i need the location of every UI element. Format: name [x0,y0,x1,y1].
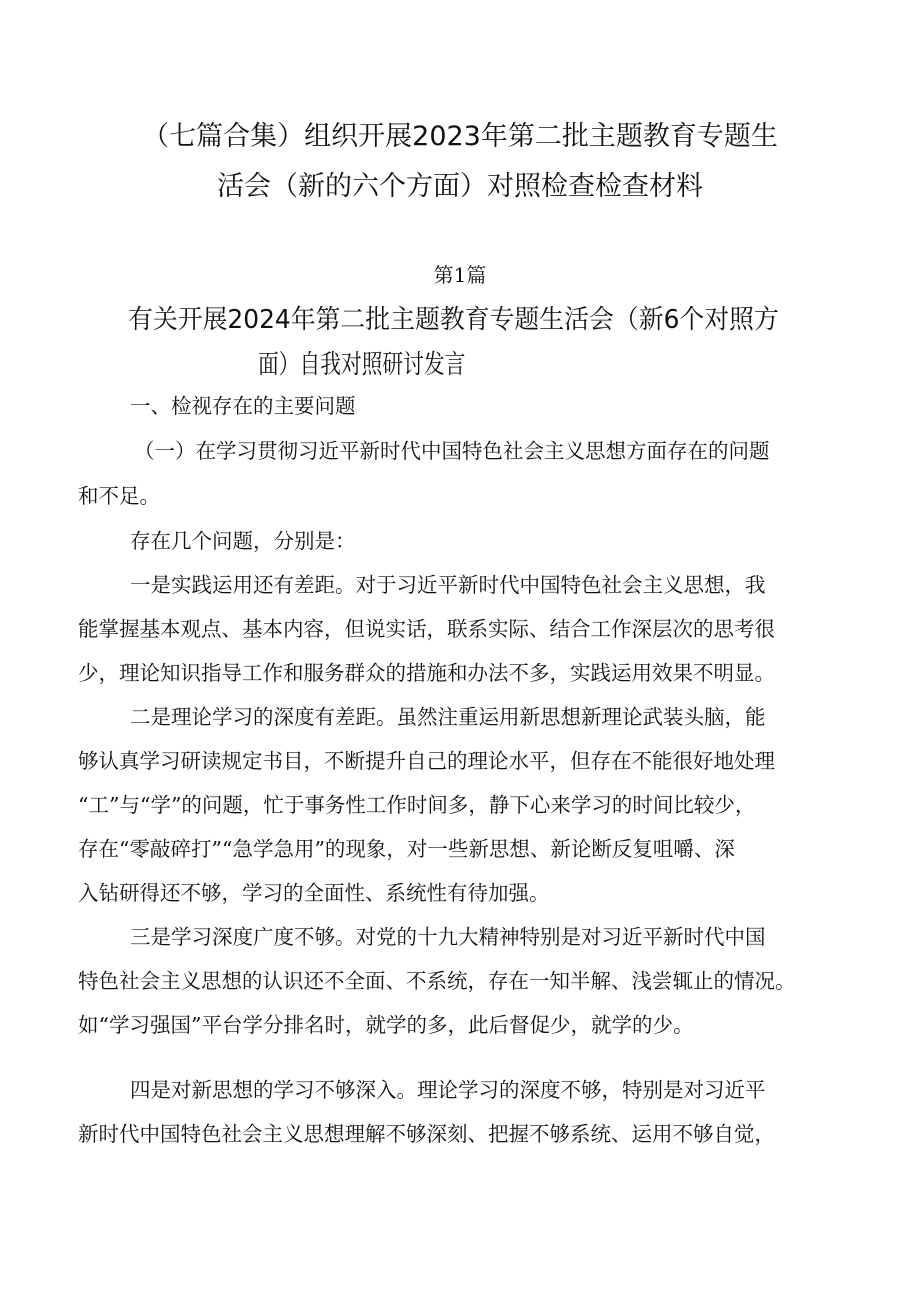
paragraph-2-line-5: 入钻研得还不够，学习的全面性、系统性有待加强。 [78,881,550,905]
paragraph-1-line-3: 少，理论知识指导工作和服务群众的措施和办法不多，实践运用效果不明显。 [78,661,775,685]
sub-heading-line-2: 和不足。 [78,484,160,508]
paragraph-1-line-2: 能掌握基本观点、基本内容，但说实话，联系实际、结合工作深层次的思考很 [78,617,775,641]
paragraph-4-line-1: 四是对新思想的学习不够深入。理论学习的深度不够，特别是对习近平 [130,1078,766,1102]
paragraph-1-line-1: 一是实践运用还有差距。对于习近平新时代中国特色社会主义思想，我 [130,573,766,597]
document-title-line-2: 活会（新的六个方面）对照检查检查材料 [217,171,703,202]
document-title-line-1: （七篇合集）组织开展2023年第二批主题教育专题生 [142,121,778,152]
paragraph-intro: 存在几个问题，分别是： [130,529,356,553]
paragraph-2-line-3: “工”与“学”的问题，忙于事务性工作时间多，静下心来学习的时间比较少， [78,793,756,817]
sub-heading-line-1: （一）在学习贯彻习近平新时代中国特色社会主义思想方面存在的问题 [134,439,770,463]
paragraph-3-line-1: 三是学习深度广度不够。对党的十九大精神特别是对习近平新时代中国 [130,925,766,949]
paragraph-3-line-3: 如“学习强国”平台学分排名时，就学的多，此后督促少，就学的少。 [78,1013,694,1037]
paragraph-2-line-1: 二是理论学习的深度有差距。虽然注重运用新思想新理论武装头脑，能 [130,705,766,729]
section-heading: 一、检视存在的主要问题 [130,394,356,418]
paragraph-4-line-2: 新时代中国特色社会主义思想理解不够深刻、把握不够系统、运用不够自觉， [78,1122,775,1146]
paragraph-2-line-4: 存在“零敲碎打”“急学急用”的现象，对一些新思想、新论断反复咀嚼、深 [78,837,735,861]
subtitle-line-1: 有关开展2024年第二批主题教育专题生活会（新6个对照方 [128,305,779,335]
chapter-label: 第1篇 [433,263,487,287]
paragraph-2-line-2: 够认真学习研读规定书目，不断提升自己的理论水平，但存在不能很好地处理 [78,749,775,773]
subtitle-line-2: 面）自我对照研讨发言 [258,350,466,380]
paragraph-3-line-2: 特色社会主义思想的认识还不全面、不系统，存在一知半解、浅尝辄止的情况。 [78,969,796,993]
